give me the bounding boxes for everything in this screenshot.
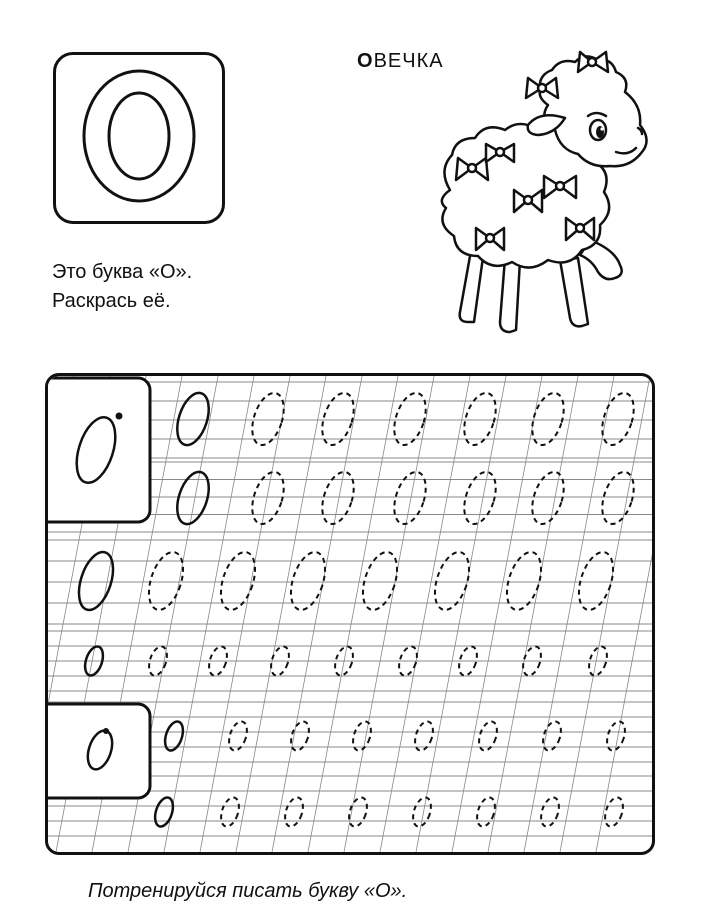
instruction-line-1: Это буква «О». — [52, 261, 193, 283]
letter-o-outline-icon — [56, 55, 222, 221]
start-dot — [116, 413, 123, 420]
letter-solid — [152, 795, 176, 828]
letter-dashed — [526, 389, 569, 449]
letter-dashed — [526, 468, 569, 528]
slant-line — [524, 376, 614, 852]
slant-line — [164, 376, 254, 852]
letter-dashed — [316, 468, 359, 528]
letter-dashed — [410, 795, 434, 828]
letter-dashed — [282, 795, 306, 828]
instructions — [52, 258, 192, 316]
letter-card — [53, 52, 225, 224]
letter-dashed — [458, 468, 501, 528]
slant-line — [344, 376, 434, 852]
letter-solid — [72, 548, 119, 614]
letter-dashed — [596, 468, 639, 528]
letter-dashed — [246, 389, 289, 449]
letter-dashed — [346, 795, 370, 828]
footer-instruction: Потренируйся писать букву «О». — [88, 880, 408, 902]
letter-dashed — [476, 719, 500, 752]
slant-line — [200, 376, 290, 852]
practice-area — [45, 373, 655, 855]
letter-dashed — [214, 548, 261, 614]
slant-line — [596, 376, 652, 852]
letter-dashed — [388, 389, 431, 449]
slant-line — [272, 376, 362, 852]
letter-dashed — [226, 719, 250, 752]
letter-dashed — [218, 795, 242, 828]
letter-dashed — [412, 719, 436, 752]
letter-dashed — [142, 548, 189, 614]
slant-line — [308, 376, 398, 852]
slant-line — [236, 376, 326, 852]
slant-line — [488, 376, 578, 852]
letter-dashed — [538, 795, 562, 828]
letter-dashed — [458, 389, 501, 449]
practice-lines — [48, 376, 652, 852]
letter-dashed — [474, 795, 498, 828]
start-dot — [103, 728, 109, 734]
sheep-with-bows-icon — [420, 50, 670, 350]
slant-line — [416, 376, 506, 852]
letter-solid — [171, 468, 214, 528]
letter-solid — [162, 719, 186, 752]
letter-dashed — [596, 389, 639, 449]
letter-dashed — [350, 719, 374, 752]
word-first-letter: О — [357, 50, 374, 72]
letter-dashed — [388, 468, 431, 528]
letter-dashed — [540, 719, 564, 752]
sample-box-big — [48, 378, 150, 522]
letter-dashed — [246, 468, 289, 528]
slant-line — [452, 376, 542, 852]
word-rest: ВЕЧКА — [373, 50, 444, 72]
letter-dashed — [316, 389, 359, 449]
slant-line — [380, 376, 470, 852]
slant-line — [560, 376, 650, 852]
letter-dashed — [288, 719, 312, 752]
sample-box-small — [48, 704, 150, 798]
instruction-line-2: Раскрась её. — [52, 290, 171, 312]
